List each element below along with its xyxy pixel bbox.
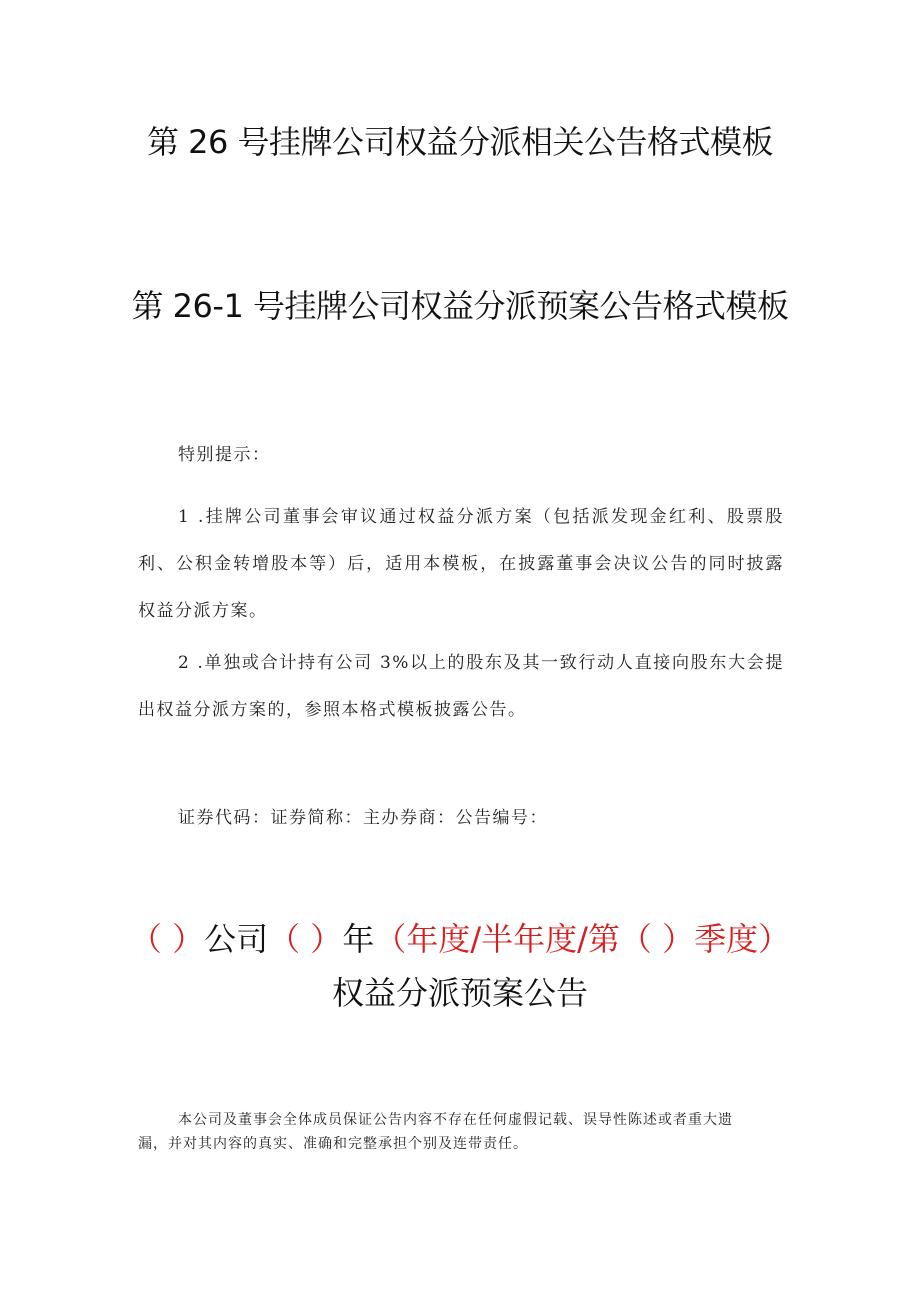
security-info-line: 证券代码：证券简称：主办券商：公告编号： <box>178 808 548 828</box>
announcement-title-text: 年 <box>342 920 375 958</box>
period-placeholder: （年度/半年度/第（ ）季度） <box>374 920 791 958</box>
announcement-title-text: 权益分派预案公告 <box>331 974 588 1012</box>
notice-paragraph-2: 2 .单独或合计持有公司 3%以上的股东及其一致行动人直接向股东大会提出权益分派方案的，参照本格式模板披露公告。 <box>138 653 784 720</box>
company-name-placeholder: （ ） <box>129 920 205 958</box>
announcement-title <box>120 912 800 1020</box>
board-disclaimer: 本公司及董事会全体成员保证公告内容不存在任何虚假记载、误导性陈述或者重大遗漏，并对其内容的真实、准确和完整承担个别及连带责任。 <box>138 1112 733 1152</box>
announcement-title-text: 公司 <box>204 920 269 958</box>
document-title: 第 26 号挂牌公司权益分派相关公告格式模板 <box>146 123 774 161</box>
special-notice-label: 特别提示： <box>178 445 271 465</box>
document-subtitle: 第 26-1 号挂牌公司权益分派预案公告格式模板 <box>131 287 789 325</box>
notice-paragraph-1: 1 .挂牌公司董事会审议通过权益分派方案（包括派发现金红利、股票股利、公积金转增股本等）后，适用本模板，在披露董事会决议公告的同时披露权益分派方案。 <box>138 507 784 621</box>
year-placeholder: （ ） <box>268 920 343 958</box>
